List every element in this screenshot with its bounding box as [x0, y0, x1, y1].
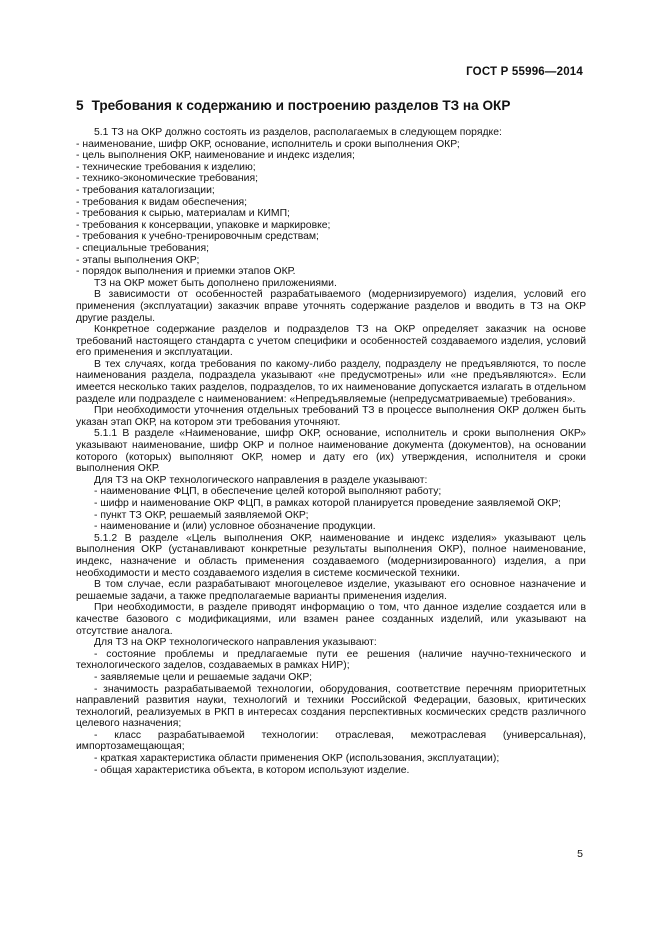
paragraph: - шифр и наименование ОКР ФЦП, в рамках которой планируется проведение заявляемой ОКР;: [94, 498, 561, 509]
paragraph: - краткая характеристика области применения ОКР (использования, эксплуатации);: [94, 753, 500, 765]
paragraph: - класс разрабатываемой технологии: отраслевая, межотраслевая (универсальная), импортозамещающая;: [76, 729, 586, 753]
paragraph: - заявляемые цели и решаемые задачи ОКР;: [94, 671, 312, 683]
list-item: - этапы выполнения ОКР;: [76, 254, 200, 266]
paragraph: - состояние проблемы и предлагаемые пути ее решения (наличие научно-технического и технологического заделов, создаваемых в рамках НИР);: [76, 648, 586, 672]
list-item: - требования каталогизации;: [76, 184, 215, 196]
paragraph: При необходимости, в разделе приводят информацию о том, что данное изделие создается или в качестве базового с модификациями, или взамен ранее созданных изделий, или указывают на отсутствие аналога.: [76, 602, 586, 637]
paragraph: В зависимости от особенностей разрабатываемого (модернизируемого) изделия, условий его применения (эксплуатации) заказчик вправе уточнять содержание разделов и вводить в ТЗ на ОКР другие разделы.: [76, 289, 586, 324]
list-item: - требования к сырью, материалам и КИМП;: [76, 208, 290, 220]
standard-header: ГОСТ Р 55996—2014: [466, 66, 583, 78]
list-item: - требования к видам обеспечения;: [76, 196, 248, 208]
list-item: - технические требования к изделию;: [76, 161, 256, 173]
list-item: - цель выполнения ОКР, наименование и индекс изделия;: [76, 150, 355, 162]
paragraph: - наименование и (или) условное обозначение продукции.: [94, 521, 376, 533]
paragraph: 5.1.1 В разделе «Наименование, шифр ОКР, основание, исполнитель и сроки выполнения ОКР» указывают наименование, шифр ОКР и полное наименование документа (документов), на основании которого (которых) выполняют ОКР, номер и дату его (их) утверждения, исполнителя и сроки выполнения ОКР.: [76, 428, 586, 475]
list-item: - технико-экономические требования;: [76, 173, 258, 185]
list-item: - требования к консервации, упаковке и маркировке;: [76, 219, 331, 231]
paragraph: 5.1 ТЗ на ОКР должно состоять из разделов, располагаемых в следующем порядке:: [94, 127, 502, 138]
paragraph: - общая характеристика объекта, в котором используют изделие.: [94, 764, 410, 776]
list-item: - требования к учебно-тренировочным средствам;: [76, 231, 319, 243]
paragraph: - наименование ФЦП, в обеспечение целей которой выполняют работу;: [94, 486, 442, 498]
page-number: 5: [577, 848, 583, 860]
paragraph: Для ТЗ на ОКР технологического направления в разделе указывают:: [94, 474, 428, 486]
paragraph: В тех случаях, когда требования по какому-либо разделу, подразделу не предъявляются, то после наименования раздела, подраздела указывают «не предусмотрены» или «не предъявляются». Если имеется несколько таких разделов, подразделов, то их наименование допускается излагать в отдельном разделе или подразделе с наименованием: «Непредъявляемые (непредусматриваемые) требования».: [76, 358, 586, 405]
list-item: - специальные требования;: [76, 242, 209, 254]
paragraph: При необходимости уточнения отдельных требований ТЗ в процессе выполнения ОКР должен быть указан этап ОКР, на котором эти требования уточняют.: [76, 405, 586, 428]
paragraph: - значимость разрабатываемой технологии, оборудования, соответствие перечням приоритетных направлений развития науки, технологий и техники Российской Федерации, базовых, критических технологий, реализуемых в РКП в интересах создания перспективных космических средств различного целевого назначения;: [76, 683, 586, 730]
section-number: 5: [76, 98, 84, 113]
paragraph: - пункт ТЗ ОКР, решаемый заявляемой ОКР;: [94, 509, 309, 521]
paragraph: ТЗ на ОКР может быть дополнено приложениями.: [94, 277, 337, 289]
list-item: - порядок выполнения и приемки этапов ОКР.: [76, 266, 296, 278]
section-body: [76, 127, 586, 776]
section-title: [76, 98, 510, 113]
paragraph: 5.1.2 В разделе «Цель выполнения ОКР, наименование и индекс изделия» указывают цель выполнения ОКР (устанавливают конкретные результаты выполнения ОКР), полное наименование, индекс, назначение и область применения создаваемого (модернизированного) изделия, а при необходимости и место создаваемого изделия в системе космической техники.: [76, 532, 586, 579]
paragraph: Для ТЗ на ОКР технологического направления указывают:: [94, 637, 377, 649]
paragraph: Конкретное содержание разделов и подразделов ТЗ на ОКР определяет заказчик на основе требований настоящего стандарта с учетом специфики и особенностей создаваемого изделия, условий его применения и эксплуатации.: [76, 324, 586, 359]
list-item: - наименование, шифр ОКР, основание, исполнитель и сроки выполнения ОКР;: [76, 138, 460, 150]
paragraph: В том случае, если разрабатывают многоцелевое изделие, указывают его основное назначение и решаемые задачи, а также предполагаемые варианты применения изделия.: [76, 579, 586, 602]
section-title-text: Требования к содержанию и построению разделов ТЗ на ОКР: [91, 98, 511, 113]
